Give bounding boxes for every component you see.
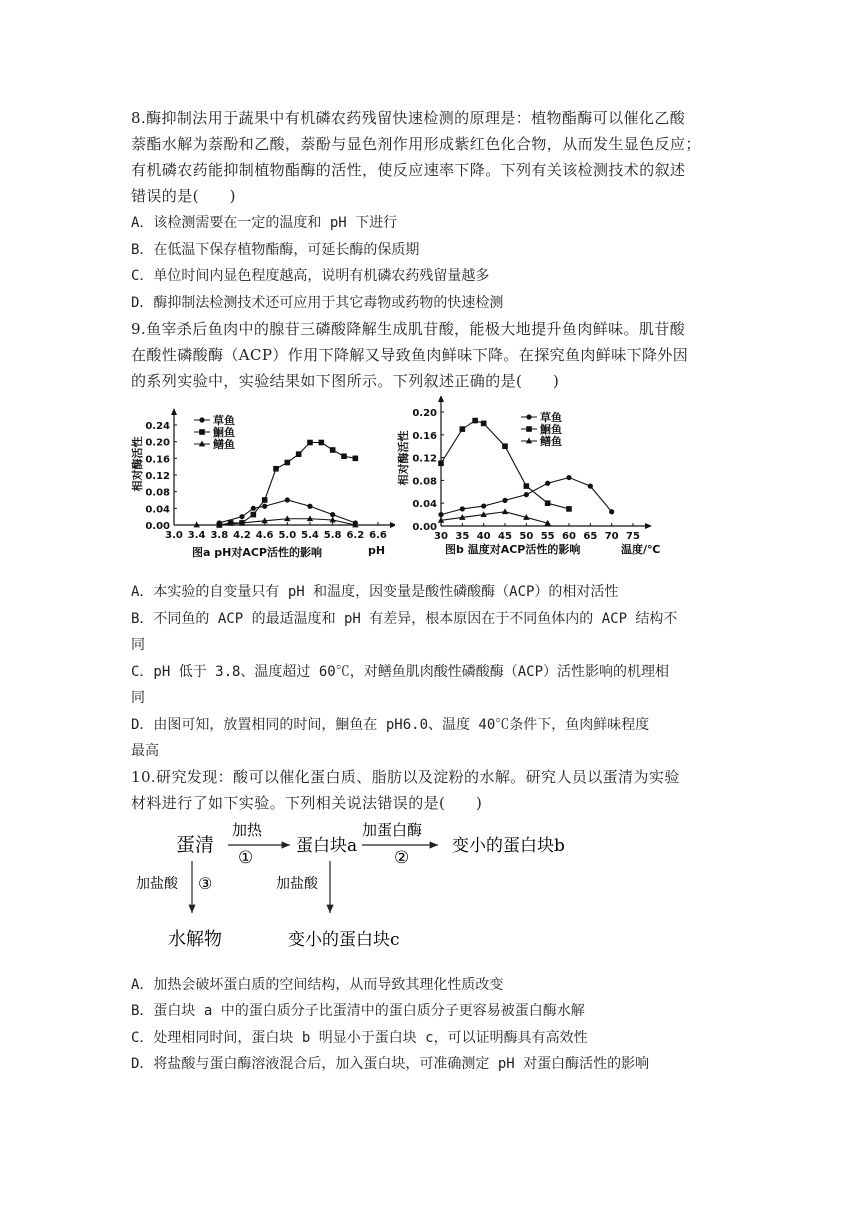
data-point-square: [438, 461, 444, 467]
y-tick-label: 0.20: [412, 408, 437, 419]
y-tick-label: 0.12: [412, 453, 437, 465]
step-1-marker: ①: [238, 848, 254, 868]
data-point-square: [566, 506, 572, 512]
add-protease-label: 加蛋白酶: [362, 821, 423, 839]
x-axis-title: pH: [368, 544, 386, 557]
q8-stem-line-1: 8.酶抑制法用于蔬果中有机磷农药残留快速检测的原理是：植物酯酶可以催化乙酸: [131, 109, 686, 127]
legend-marker-square: [199, 429, 205, 435]
q10-stem-line-1: 10.研究发现：酸可以催化蛋白质、脂肪以及淀粉的水解。研究人员以蛋清为实验: [131, 768, 680, 786]
y-axis-arrow: [171, 408, 177, 415]
q8-option-c: C．单位时间内显色程度越高，说明有机磷农药残留量越多: [131, 268, 490, 284]
x-tick-label: 4.2: [233, 530, 251, 541]
legend-marker-square: [526, 426, 532, 432]
data-point-square: [545, 500, 551, 506]
data-point-circle: [438, 512, 443, 517]
x-tick-label: 35: [455, 531, 470, 542]
y-tick-label: 0.16: [412, 430, 437, 442]
data-point-square: [228, 520, 234, 526]
data-point-square: [307, 440, 313, 446]
legend-label: 鳝鱼: [540, 435, 562, 448]
data-point-circle: [239, 514, 244, 519]
q10-option-a: A．加热会破坏蛋白质的空间结构，从而导致其理化性质改变: [131, 977, 504, 993]
q9-option-b-line-2: 同: [131, 637, 145, 653]
add-hcl-mid-label: 加盐酸: [276, 876, 318, 892]
step-2-marker: ②: [394, 848, 410, 868]
data-point-square: [524, 483, 530, 489]
x-tick-label: 6.6: [369, 530, 387, 541]
data-point-circle: [262, 504, 267, 509]
x-tick-label: 4.6: [255, 530, 274, 541]
data-point-square: [341, 453, 347, 459]
q8-option-a: A．该检测需要在一定的温度和 pH 下进行: [131, 215, 398, 231]
x-tick-label: 5.8: [323, 530, 342, 541]
legend-label: 草鱼: [213, 414, 235, 427]
y-axis-title: 相对酶活性: [397, 430, 410, 486]
hydrolysate-node: 水解物: [168, 929, 222, 950]
data-point-square: [296, 451, 302, 457]
series-line-triangle: [441, 512, 548, 523]
data-point-square: [353, 456, 359, 462]
series-line-square: [219, 443, 355, 526]
data-point-square: [319, 440, 325, 446]
q8-stem-line-2: 萘酯水解为萘酚和乙酸，萘酚与显色剂作用形成紫红色化合物，从而发生显色反应；: [131, 135, 701, 153]
x-tick-label: 75: [626, 531, 640, 542]
chart-title: 图b 温度对ACP活性的影响: [445, 543, 581, 556]
q9-option-a: A．本实验的自变量只有 pH 和温度，因变量是酸性磷酸酶（ACP）的相对活性: [131, 584, 619, 600]
data-point-triangle: [502, 508, 508, 514]
egg-white-node: 蛋清: [176, 834, 215, 856]
x-tick-label: 65: [583, 531, 598, 542]
data-point-square: [262, 497, 268, 503]
legend-label: 鮰鱼: [213, 426, 235, 439]
x-tick-label: 3.4: [187, 530, 206, 541]
q8-option-d: D．酶抑制法检测技术还可应用于其它毒物或药物的快速检测: [131, 295, 504, 311]
y-axis-arrow: [438, 396, 444, 402]
smaller-block-c-node: 变小的蛋白块c: [288, 930, 400, 950]
data-point-circle: [588, 484, 593, 489]
data-point-circle: [502, 498, 507, 503]
x-tick-label: 5.0: [278, 530, 297, 541]
q10-option-c: C．处理相同时间，蛋白块 b 明显小于蛋白块 c，可以证明酶具有高效性: [131, 1030, 588, 1046]
x-tick-label: 40: [476, 531, 491, 542]
data-point-square: [330, 447, 336, 453]
legend-label: 草鱼: [540, 411, 562, 424]
x-tick-label: 3.8: [210, 530, 229, 541]
chart-b-temperature-acp: [395, 396, 705, 562]
step-3-marker: ③: [198, 874, 213, 893]
data-point-circle: [481, 503, 486, 508]
protein-hydrolysis-diagram: [130, 815, 600, 955]
x-tick-label: 5.4: [301, 530, 319, 541]
q9-option-d-line-2: 最高: [131, 743, 159, 759]
data-point-circle: [307, 504, 312, 509]
x-tick-label: 60: [562, 531, 576, 542]
data-point-circle: [566, 475, 571, 480]
x-tick-label: 3.0: [165, 530, 183, 541]
x-tick-label: 45: [498, 531, 512, 542]
x-axis-title: 温度/℃: [621, 543, 661, 556]
legend-marker-circle: [199, 417, 204, 422]
q8-stem-line-3: 有机磷农药能抑制植物酯酶的活性，使反应速率下降。下列有关该检测技术的叙述: [131, 161, 686, 179]
q8-stem-line-4: 错误的是( ): [131, 187, 236, 205]
data-point-square: [502, 443, 508, 449]
x-axis-arrow: [645, 523, 652, 529]
heat-label: 加热: [232, 821, 263, 839]
q10-option-b: B．蛋白块 a 中的蛋白质分子比蛋清中的蛋白质分子更容易被蛋白酶水解: [131, 1003, 585, 1019]
y-tick-label: 0.08: [412, 476, 437, 488]
x-tick-label: 70: [604, 531, 619, 542]
q9-stem-line-1: 9.鱼宰杀后鱼肉中的腺苷三磷酸降解生成肌苷酸，能极大地提升鱼肉鲜味。肌苷酸: [131, 320, 686, 338]
data-point-circle: [460, 506, 465, 511]
q9-option-c-line-1: C．pH 低于 3.8、温度超过 60℃，对鳝鱼肌肉酸性磷酸酶（ACP）活性影响的机理相: [131, 664, 670, 680]
q9-stem-line-3: 的系列实验中，实验结果如下图所示。下列叙述正确的是( ): [131, 372, 560, 390]
q9-stem-line-2: 在酸性磷酸酶（ACP）作用下降解又导致鱼肉鲜味下降。在探究鱼肉鲜味下降外因: [131, 346, 689, 364]
legend-label: 鮰鱼: [540, 423, 562, 436]
x-tick-label: 6.2: [346, 530, 365, 541]
data-point-circle: [251, 506, 256, 511]
q9-option-c-line-2: 同: [131, 690, 145, 706]
y-tick-label: 0.00: [412, 522, 437, 533]
q10-option-d: D．将盐酸与蛋白酶溶液混合后，加入蛋白块，可准确测定 pH 对蛋白酶活性的影响: [131, 1056, 650, 1072]
data-point-circle: [545, 481, 550, 486]
data-point-square: [472, 418, 478, 424]
q9-option-b-line-1: B．不同鱼的 ACP 的最适温度和 pH 有差异，根本原因在于不同鱼体内的 ACP 结构不: [131, 611, 678, 627]
y-tick-label: 0.00: [145, 521, 170, 532]
y-tick-label: 0.12: [145, 471, 170, 482]
q9-option-d-line-1: D．由图可知，放置相同的时间，鮰鱼在 pH6.0、温度 40℃条件下，鱼肉鲜味程度: [131, 717, 650, 733]
y-tick-label: 0.16: [145, 454, 170, 466]
chart-title: 图a pH对ACP活性的影响: [192, 546, 322, 559]
q8-option-b: B．在低温下保存植物酯酶，可延长酶的保质期: [131, 242, 420, 258]
protein-block-a-node: 蛋白块a: [296, 836, 358, 856]
y-tick-label: 0.04: [145, 504, 170, 516]
chart-a-ph-acp: [130, 402, 395, 562]
legend-marker-circle: [526, 414, 531, 419]
y-tick-label: 0.20: [145, 437, 170, 449]
add-hcl-left-label: 加盐酸: [136, 876, 178, 892]
smaller-block-b-node: 变小的蛋白块b: [452, 836, 565, 856]
legend-label: 鳝鱼: [213, 438, 235, 451]
data-point-circle: [330, 512, 335, 517]
x-tick-label: 55: [540, 531, 555, 542]
x-tick-label: 30: [434, 531, 448, 542]
data-point-square: [273, 466, 279, 472]
q10-stem-line-2: 材料进行了如下实验。下列相关说法错误的是( ): [131, 794, 483, 812]
data-point-square: [481, 421, 487, 427]
y-axis-title: 相对酶活性: [131, 436, 144, 492]
data-point-circle: [285, 497, 290, 502]
y-tick-label: 0.24: [145, 421, 170, 432]
data-point-circle: [609, 509, 614, 514]
data-point-square: [460, 426, 466, 432]
data-point-circle: [524, 492, 529, 497]
data-point-square: [285, 460, 291, 466]
y-tick-label: 0.08: [145, 487, 170, 499]
x-tick-label: 50: [519, 531, 534, 542]
data-point-square: [251, 512, 257, 518]
y-tick-label: 0.04: [412, 499, 437, 511]
